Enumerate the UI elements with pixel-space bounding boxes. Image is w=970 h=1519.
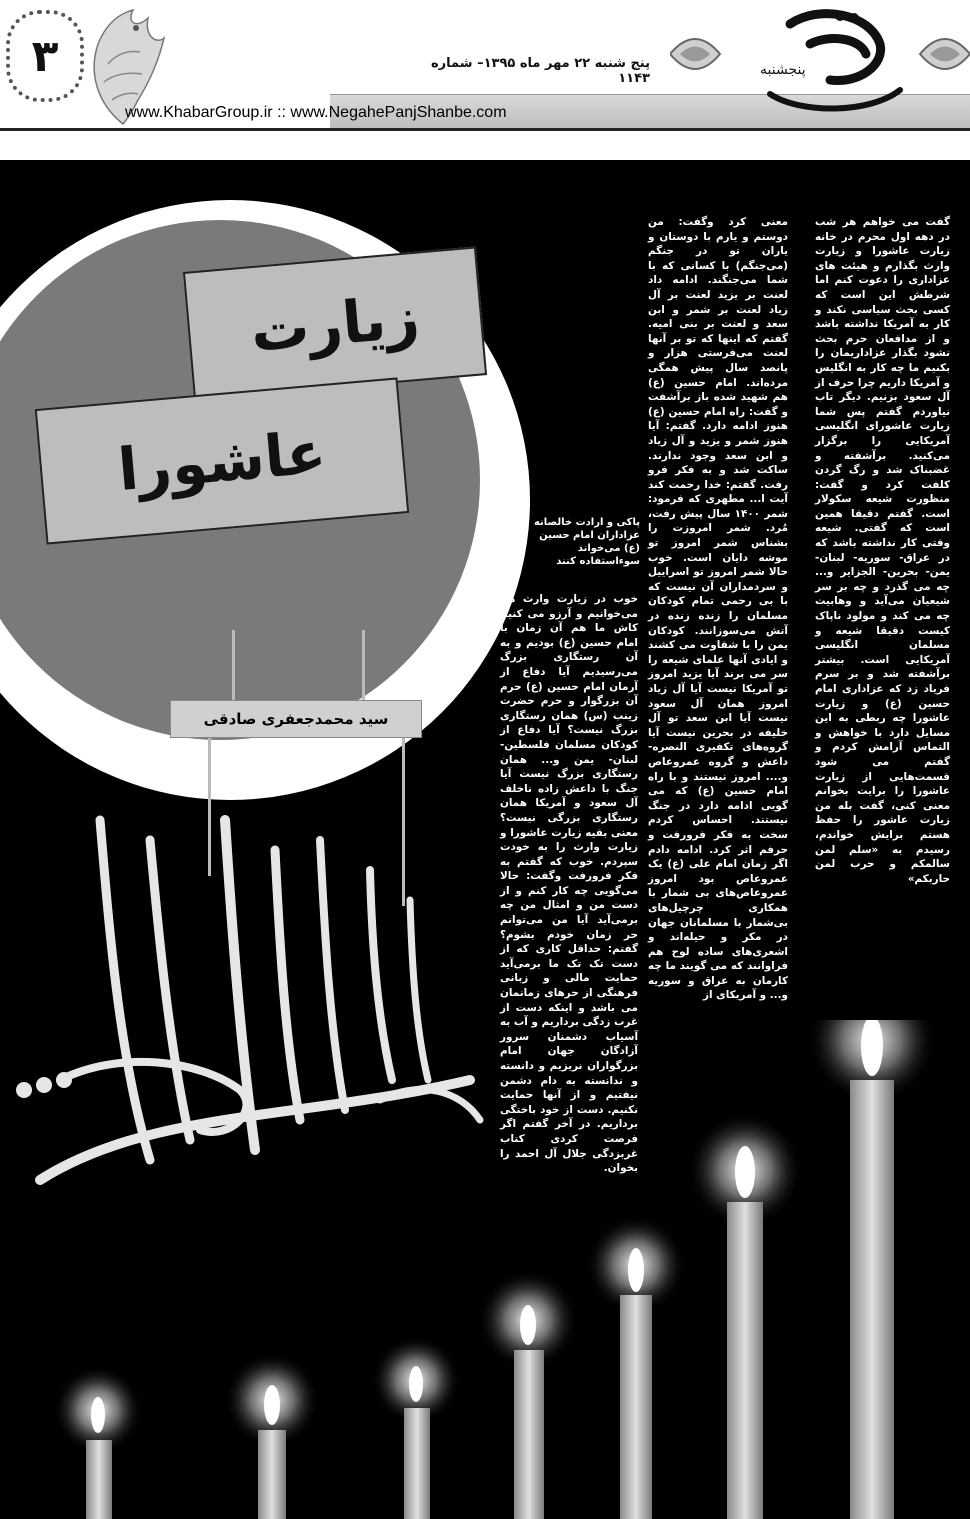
candle xyxy=(807,1020,937,1519)
page-header xyxy=(0,0,970,160)
candle xyxy=(224,1352,320,1519)
title-panel-top xyxy=(183,246,487,400)
article-title-line1: زیارت xyxy=(248,282,422,365)
hanging-string xyxy=(362,630,365,700)
article-column-right: گفت می خواهم هر شب در دهه اول محرم در خانه زیارت عاشورا و زیارت وارث بگذارم و هیئت های عزاداری را دعوت کنم اما شرطش این است که کسی بحث سیاسی نکند و کار به آمریکا نداشته باشد و از مدافعان حرم بحث نشود بگذار عزاداریمان را بکنیم ما چه کار به انگلیس و آمریکا داریم چرا حرف از آل سعود بزنیم. دیگر تاب نیاوردم گفتم پس شما زیارت عاشورای انگلیسی آمریکایی را برگزار می‌کنید. برآشفته و غضبناک شد و رگ گردن کلفت کرد و گفت: منظورت شیعه سکولار است. گفتم دقیقا همین است که گفتی. شیعه وقتی کار نداشته باشد که در عراق- سوریه- لبنان- یمن- بحرین- الجزایر و... چه می گذرد و چه بر سر شیعیان می‌آید و وهابیت چه می کند و مولود ناپاک کیست دقیقا شیعه و مسلمان انگلیسی آمریکایی است. بیشتر برآشفته شد و بر سرم فریاد زد که عزاداری امام حسین (ع) و زیارت عاشورا چه ربطی به این مسایل دارد با خواهش و التماس آرامش کردم و گفتم می شود قسمت‌هایی از زیارت عاشورا را برایت بخوانم معنی کنی، گفت بله من زیارت عاشور را حفظ هستم برایش خواندم، رسیدم به «سلم لمن سالمکم و حرب لمن حاربکم» xyxy=(815,216,950,885)
candle xyxy=(687,1112,803,1519)
article-column-middle: معنی کرد وگفت: من دوستم و یارم با دوستان و یاران تو در جنگم (می‌جنگم) با کسانی که با شما می‌جنگند. ادامه داد لعنت بر یزید لعنت بر آل زیاد لعنت بر شمر و ابن سعد و لعنت بر بنی امیه. گفتم که اینها که تو بر آنها لعنت می‌فرستی هزار و پانصد سال پیش همگی مرده‌اند. امام حسین (ع) هم شهید شده باز برآشفت و گفت: راه امام حسین (ع) هنوز ادامه دارد. گفتم: آیا هنوز شمر و یزید و آل زیاد و ابن سعد وجود ندارند. ساکت شد و به فکر فرو رفت. گفتم: خدا رحمت کند آیت ا... مطهری که فرمود: شمر ۱۴۰۰ سال پیش رفت، مُرد. شمر امروزت را بشناس شمر امروز تو موشه دایان است. خوب حالا شمر امروز تو اسراییل و سردمداران آن نیست که با بی رحمی تمام کودکان مسلمان را زنده زنده در آتش می‌سوزانند. کودکان یمن را با شقاوت می کشند و ایادی آنها علمای شیعه را سر می برند آیا یزید امروز تو آمریکا نیست آیا آل زیاد امروز همان آل سعود نیست آیا ابن سعد تو آل خلیفه در بحرین نیست آیا گروه‌های تکفیری النصره- داعش و گروه عمروعاص و.... امروز نیستند و با راه امام حسین (ع) که می گویی ادامه دارد در جنگ نیستند. احساس کردم سخت به فکر فرورفت و حرفم اثر کرد. ادامه دادم اگر زمان امام علی (ع) یک عمروعاص بود امروز عمروعاص‌های بی شمار با همکاری چرچیل‌های بی‌شمار با مسلمانان جهان در مکر و حیله‌اند و اشعری‌های ساده لوح هم فراوانند که می گویند ما چه کارمان به عراق و سوریه و... و آمریکای از xyxy=(648,216,788,1002)
hanging-string xyxy=(232,630,235,700)
issue-date-line: پنج شنبه ۲۲ مهر ماه ۱۳۹۵– شماره ۱۱۴۳ xyxy=(431,56,650,86)
article-caption: پاکی و ارادت خالصانه عزاداران امام حسین (ع) می‌خواند سوءاستفاده کنند xyxy=(533,517,640,567)
newspaper-logo xyxy=(670,4,970,124)
author-byline xyxy=(170,700,422,738)
logo-subtitle: پنجشنبه xyxy=(760,62,806,78)
article-title-line2: عاشورا xyxy=(115,418,329,504)
article-area xyxy=(0,160,970,1519)
candles-artwork xyxy=(0,1020,970,1519)
author-name: سید محمدجعفری صادقی xyxy=(203,710,389,728)
candle xyxy=(478,1270,578,1519)
page-number: ۳ xyxy=(6,10,84,102)
article-column-left: خوب در زیارت وارث هم می‌خوانیم و آرزو می کنیم کاش ما هم آن زمان با امام حسین (ع) بودیم و به آن رستگاری بزرگ می‌رسیدیم آیا دفاع از آرمان امام حسین (ع) حرم آن بزرگوار و حرم حضرت زینب (س) همان رستگاری بزرگ نیست؟ آیا دفاع از کودکان مسلمان فلسطین- لبنان- یمن و... همان رستگاری بزرگ نیست آیا جنگ با داعش زاده ناخلف آل سعود و آمریکا همان رستگاری بزرگی نیست؟ معنی بقیه زیارت عاشورا و زیارت وارث را به خودت سپردم. خوب که گفتم به فکر فرورفت وگفت: حالا می‌گویی چه کار کنم و از دست من و امثال من چه برمی‌آید آیا من می‌توانم حر زمان خودم بشوم؟ گفتم: حداقل کاری که از دست تک تک ما برمی‌آید حمایت مالی و زبانی فرهنگی از حرهای زمانمان می باشد و اینکه دست از غرب زدگی برداریم و آب به آسیاب دشمنان سرور آزادگان جهان امام بزرگواران نریزیم و دانسته و ندانسته به دام دشمن نیفتیم و از آنها حمایت نکنیم. دست از خود باختگی برداریم. در آخر گفتم اگر فرصت کردی کتاب غربزدگی جلال آل احمد را بخوان. xyxy=(500,593,638,1175)
website-links[interactable]: www.KhabarGroup.ir :: www.NegahePanjShanbe.com xyxy=(125,104,507,121)
candle xyxy=(53,1365,143,1519)
candle xyxy=(371,1335,461,1519)
candle xyxy=(586,1215,686,1519)
